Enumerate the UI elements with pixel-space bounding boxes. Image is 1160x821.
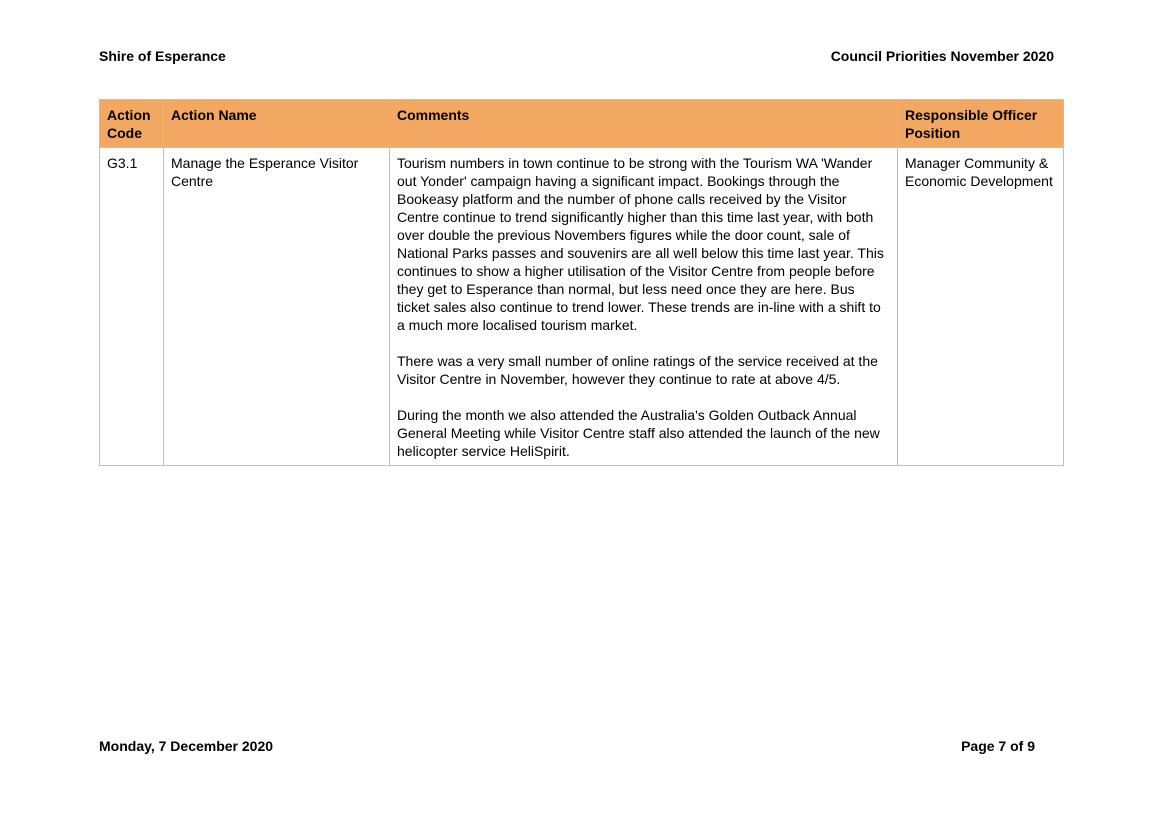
- column-header-action-name: Action Name: [164, 100, 390, 148]
- comment-paragraph: There was a very small number of online ratings of the service received at the Visitor Centre in November, however they continue to rate at above 4/5.: [397, 353, 878, 387]
- organisation-name: Shire of Esperance: [99, 48, 226, 64]
- action-code-cell: G3.1: [100, 148, 164, 466]
- action-name-cell: Manage the Esperance Visitor Centre: [164, 148, 390, 466]
- report-title: Council Priorities November 2020: [830, 48, 1054, 64]
- column-header-action-code: Action Code: [100, 100, 164, 148]
- page-number: Page 7 of 9: [961, 738, 1035, 754]
- comment-paragraph: During the month we also attended the Australia's Golden Outback Annual General Meeting while Visitor Centre staff also attended the launch of the new helicopter service HeliSpirit.: [397, 407, 880, 459]
- comment-paragraph: Tourism numbers in town continue to be strong with the Tourism WA 'Wander out Yonder' campaign having a significant impact. Bookings through the Bookeasy platform and the number of phone calls received by the Visitor Centre continue to trend significantly higher than this time last year, with both over double the previous Novembers figures while the door count, sale of National Parks passes and souvenirs are all well below this time last year. This continues to show a higher utilisation of the Visitor Centre from people before they get to Esperance than normal, but less need once they are here. Bus ticket sales also continue to trend lower. These trends are in-line with a shift to a much more localised tourism market.: [397, 155, 884, 333]
- table-row: [100, 148, 1064, 466]
- column-header-responsible-officer: Responsible Officer Position: [898, 100, 1064, 148]
- responsible-officer-cell: Manager Community & Economic Development: [898, 148, 1064, 466]
- comments-cell: [390, 148, 898, 466]
- report-date: Monday, 7 December 2020: [99, 738, 274, 754]
- priorities-table: [99, 99, 1064, 466]
- column-header-comments: Comments: [390, 100, 898, 148]
- table-header-row: [100, 100, 1064, 148]
